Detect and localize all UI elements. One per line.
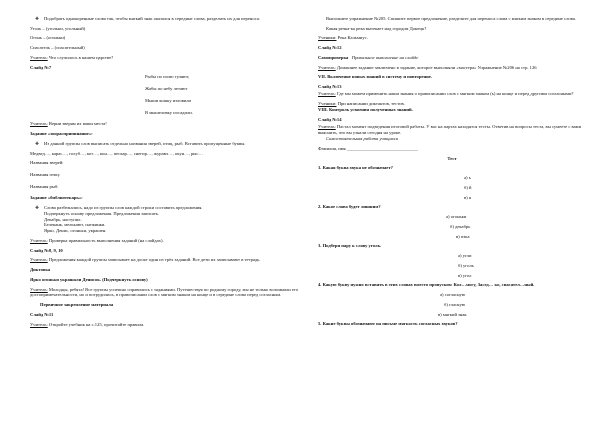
slide-heading: Слайд №12: [318, 45, 342, 51]
teacher-line: [30, 257, 300, 263]
diamond-bullet-icon: ❖: [35, 205, 39, 211]
test-question: 1. Какая буква звука не обозначает?: [318, 165, 393, 171]
speech-text: Пастал момент подведения итоговой работы. У вас на партах находятся тесты. Ответив на вопросы теста, вы сумеете с вами выяснить, что вы узнали сегодня на уроке.: [318, 123, 582, 135]
speech-text: Предложения каждой группы записывает на доске один из трёх заданий. Все дети их записывают в тетрадь.: [47, 257, 261, 263]
speaker-label: Ученики:: [318, 35, 337, 41]
speaker-label: Учитель:: [318, 90, 336, 96]
answer-option: б) гласную: [444, 301, 466, 307]
word-line: Огонь – (огоньки): [30, 35, 66, 41]
poem-line: Жабы по небу летают: [145, 86, 188, 92]
stage-heading: VII. Включение новых знаний в систему и повторение.: [318, 74, 432, 80]
speaker-label: Учитель:: [30, 121, 48, 127]
speech-text: Что случилось в нашем царстве?: [47, 54, 114, 60]
test-question: 3. Подбери пару к слову уголь.: [318, 243, 382, 249]
poem-line: Рыбы по полю гуляют,: [145, 74, 190, 80]
sentence-line: Ярко, Денис, огоньки, украшен.: [44, 228, 107, 234]
task-title: Задание «библиотекарь»:: [30, 195, 83, 201]
left-column: [30, 16, 300, 331]
self-check-line: Самопроверка Правильное выполнение на слайде: [318, 54, 419, 60]
slide-heading: Слайд №14: [318, 117, 342, 123]
answer-option: в) угол: [458, 272, 472, 278]
speaker-label: Учитель:: [30, 237, 48, 243]
task-bullet: [30, 141, 300, 147]
diamond-bullet-icon: ❖: [35, 16, 39, 21]
task-text: Подобрать однокоренные слова так, чтобы мягкий знак оказался в середине слова, разделить их для переноса.: [44, 16, 261, 21]
word-line: Спасатель – (спасательный): [30, 45, 85, 51]
teacher-line: [30, 287, 300, 298]
category-line: Названия рыб:: [30, 183, 59, 189]
speech-text: Проверка правильность выполнения заданий (на слайдах).: [47, 237, 164, 243]
section-heading: Первичное закрепление материала: [40, 302, 114, 308]
speech-text: Верни зверям их ваши места!: [47, 121, 107, 127]
test-question: 2. Какое слово будет лишним?: [318, 204, 381, 210]
stage-heading: VIII. Контроль усвоения полученных знаний.: [318, 107, 413, 113]
category-line: Названия зверей:: [30, 160, 64, 166]
speech-text: При написании диктантов, тестов.: [336, 100, 405, 106]
teacher-line: [30, 238, 300, 244]
test-title: Тест: [447, 155, 457, 161]
speech-text: Молодцы, ребята! Все группы успешно справились с заданиями. Путешествуя по родному городу, мы не только вспомнили его достопримечательности, но и потрудились, в правописании слов с мягким знаком на конце и в середине слова перед согласным.: [30, 286, 299, 298]
test-question: 4. Какую букву нужно вставить в этих словах вместо пропусков: Кол…могу, Засед… ко, спасател…ный.: [318, 282, 535, 288]
task-bullet: [30, 205, 300, 211]
test-question: 5. Какие буквы обозначают на письме мягкость согласных звуков?: [318, 321, 458, 327]
teacher-line: [318, 91, 586, 97]
speaker-label: Учитель:: [30, 286, 48, 292]
speaker-label: Учитель:: [30, 257, 48, 263]
speaker-label: Учитель:: [30, 54, 48, 60]
exercise-text: Выполните упражнение №205. Спишите первое предложение, разделите для переноса слова с мягким знаком в середине слова.: [326, 16, 576, 21]
self-check-note: Правильное выполнение на слайде: [351, 54, 419, 60]
answer-option: в) мягкий знак: [438, 311, 467, 317]
slide-heading: Слайд №8, 9, 10: [30, 247, 63, 253]
task-title: Задание «зоорасприпинание»:: [30, 131, 93, 137]
sentence-line: Белеканк, мелькают, снежинки.: [44, 222, 106, 228]
speech-text: Река Кальмиус.: [336, 35, 368, 41]
poem-line: Мыши кошку изловили: [145, 97, 191, 103]
speaker-label: Учитель:: [30, 321, 48, 327]
speech-text: Откройте учебник на с.125, прочитайте правила.: [47, 321, 145, 327]
speaker-label: Учитель:: [318, 64, 336, 70]
speaker-label: Учитель:: [318, 123, 336, 129]
word-line: Уголь – (угольки, угольный): [30, 25, 86, 31]
category-line: Названия птиц:: [30, 172, 61, 178]
teacher-line: [30, 55, 300, 61]
dictation-sentence: Ярко огоньки украшали Денисок. (Подчеркнуть основу): [30, 276, 148, 282]
pupil-line: [318, 101, 586, 107]
answer-option: в) пэка: [456, 233, 470, 239]
section-heading: Диктовка: [30, 267, 51, 273]
teacher-line: [30, 322, 300, 328]
answer-option: б) уголь: [458, 262, 474, 268]
speech-text: Где мы можем применить наши знания о правописании слов с мягким знаком (ь) на конце и перед другими согласными?: [335, 90, 574, 96]
slide-heading: Слайд №7: [30, 64, 52, 70]
word-list: Медвед…, карас…, голуб…, кот…, кон…, пескар…, снегир…, журавл…, окун…, рыс…: [30, 150, 204, 156]
task-text: Подчеркнуть основу предложения. Предложения записать.: [44, 210, 160, 216]
speaker-label: Ученики:: [318, 100, 337, 106]
answer-option: а) согласную: [440, 292, 466, 298]
pupil-line: [318, 35, 586, 41]
speech-text: Домашнее задание заключено в задание, которое выполняли «мастера» Упражнение №206 на стр. 126: [335, 64, 537, 70]
teacher-line: [30, 121, 300, 127]
answer-option: б) й: [464, 184, 472, 190]
answer-option: в) я: [464, 194, 471, 200]
poem: [30, 74, 300, 115]
slide-heading: Слайд №13: [318, 84, 342, 90]
task-bullet: [30, 16, 300, 22]
poem-line: В мышеловку посадили.: [145, 109, 193, 115]
task-text: Из данной группы слов выписать отдельно названия зверей, птиц, рыб. Вставить пропущенные буквы.: [44, 140, 246, 146]
diamond-bullet-icon: ❖: [35, 140, 39, 146]
teacher-line: [318, 65, 586, 71]
answer-option: б) декабрь: [450, 223, 471, 229]
question-text: Какая речка-ка река вытекает над городом Донецк?: [326, 25, 427, 31]
teacher-line: [318, 124, 586, 135]
work-note: Самостоятельная работа учащихся: [326, 136, 398, 142]
answer-option: а) ь: [464, 175, 471, 181]
right-column: [318, 16, 586, 331]
task-text: Слова разбежались, надо из группы слов каждой строки составить предложения.: [44, 205, 203, 211]
answer-option: а) угли: [458, 253, 472, 259]
answer-option: а) огоньки: [446, 214, 467, 220]
sentence-line: Декабрь, наступил.: [44, 216, 82, 222]
slide-heading: Слайд №11: [30, 311, 54, 317]
name-field: Фамилия, имя _______________________________: [318, 146, 419, 152]
